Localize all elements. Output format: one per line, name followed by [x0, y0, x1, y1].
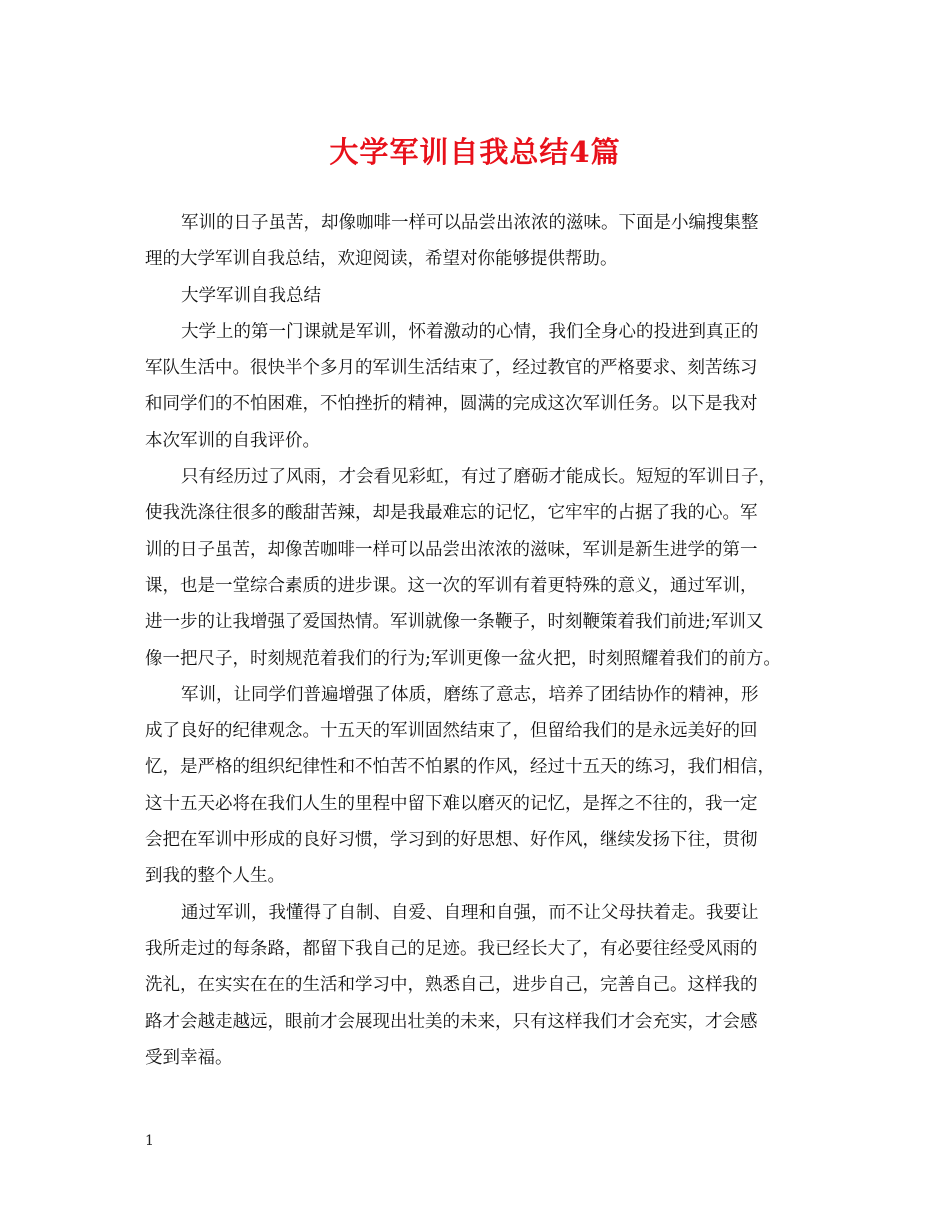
paragraph-line: 本次军训的自我评价。	[145, 430, 320, 451]
paragraph-line: 理的大学军训自我总结，欢迎阅读，希望对你能够提供帮助。	[145, 249, 618, 270]
paragraph-line: 课，也是一堂综合素质的进步课。这一次的军训有着更特殊的意义，通过军训，	[145, 575, 758, 596]
paragraph-line: 通过军训，我懂得了自制、自爱、自理和自强，而不让父母扶着走。我要让	[181, 902, 759, 923]
paragraph-line: 这十五天必将在我们人生的里程中留下难以磨灭的记忆，是挥之不往的，我一定	[145, 793, 758, 814]
paragraph-line: 到我的整个人生。	[145, 866, 285, 887]
paragraph-line: 只有经历过了风雨，才会看见彩虹，有过了磨砺才能成长。短短的军训日子，	[181, 467, 776, 488]
paragraph-line: 忆，是严格的组织纪律性和不怕苦不怕累的作风，经过十五天的练习，我们相信，	[145, 757, 775, 778]
paragraph-line: 大学上的第一门课就是军训，怀着激动的心情，我们全身心的投进到真正的	[181, 321, 759, 342]
page-number: 1	[145, 1133, 154, 1149]
paragraph-line: 会把在军训中形成的良好习惯，学习到的好思想、好作风，继续发扬下往，贯彻	[145, 830, 758, 851]
paragraph-line: 训的日子虽苦，却像苦咖啡一样可以品尝出浓浓的滋味，军训是新生进学的第一	[145, 539, 758, 560]
paragraph-line: 使我洗涤往很多的酸甜苦辣，却是我最难忘的记忆，它牢牢的占据了我的心。军	[145, 503, 758, 524]
paragraph-line: 路才会越走越远，眼前才会展现出壮美的未来，只有这样我们才会充实，才会感	[145, 1011, 758, 1032]
paragraph-line: 军训的日子虽苦，却像咖啡一样可以品尝出浓浓的滋味。下面是小编搜集整	[181, 213, 759, 233]
document-body	[145, 205, 805, 1076]
paragraph-line: 洗礼，在实实在在的生活和学习中，熟悉自己，进步自己，完善自己。这样我的	[145, 975, 758, 996]
paragraph-line: 受到幸福。	[145, 1047, 233, 1068]
paragraph-line: 军队生活中。很快半个多月的军训生活结束了，经过教官的严格要求、刻苦练习	[145, 358, 758, 379]
paragraph-line: 军训，让同学们普遍增强了体质，磨练了意志，培养了团结协作的精神，形	[181, 684, 759, 705]
paragraph-line: 我所走过的每条路，都留下我自己的足迹。我已经长大了，有必要往经受风雨的	[145, 938, 758, 959]
paragraph-line: 像一把尺子，时刻规范着我们的行为;军训更像一盆火把，时刻照耀着我们的前方。	[145, 648, 781, 669]
paragraph-line: 进一步的让我增强了爱国热情。军训就像一条鞭子，时刻鞭策着我们前进;军训又	[145, 612, 764, 633]
paragraph-line: 和同学们的不怕困难，不怕挫折的精神，圆满的完成这次军训任务。以下是我对	[145, 394, 758, 415]
paragraph-line: 成了良好的纪律观念。十五天的军训固然结束了，但留给我们的是永远美好的回	[145, 721, 758, 742]
document-title: 大学军训自我总结4篇	[329, 135, 621, 169]
section-heading: 大学军训自我总结	[181, 285, 321, 306]
